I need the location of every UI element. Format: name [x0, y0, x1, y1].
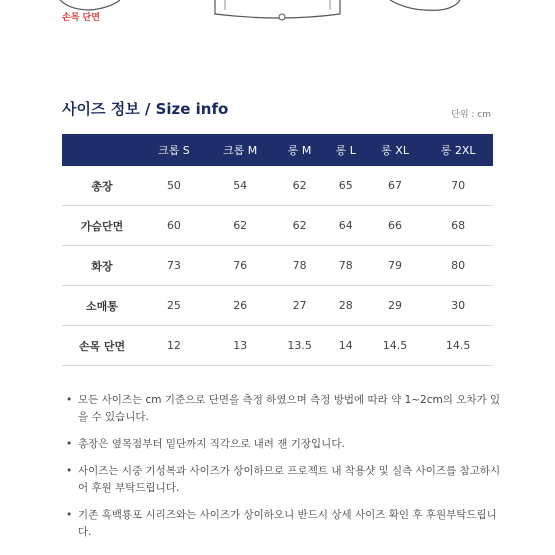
note-text: 기존 흑백룡포 시리즈와는 사이즈가 상이하오니 반드시 상세 사이즈 확인 후 후원부탁드립니다.: [78, 509, 497, 538]
bullet-icon: •: [66, 465, 73, 477]
table-cell: 76: [206, 246, 275, 286]
row-label: 총장: [62, 166, 142, 206]
table-cell: 14.5: [423, 326, 493, 366]
table-cell: 64: [325, 206, 367, 246]
note-text: 총장은 옆목점부터 밑단까지 직각으로 내려 잰 기장입니다.: [78, 438, 345, 450]
row-label: 화장: [62, 246, 142, 286]
header-corner: [62, 134, 142, 166]
size-info-title: 사이즈 정보 / Size info: [62, 100, 229, 118]
table-cell: 62: [275, 206, 325, 246]
column-header: 롱 2XL: [423, 134, 493, 166]
table-cell: 78: [275, 246, 325, 286]
bullet-icon: •: [66, 509, 73, 521]
unit-label: 단위 : cm: [451, 110, 491, 120]
table-row: [62, 326, 493, 366]
size-table: [62, 134, 493, 366]
table-cell: 65: [325, 166, 367, 206]
cuff-section-label: 손목 단면: [62, 13, 100, 23]
table-cell: 70: [423, 166, 493, 206]
table-cell: 14: [325, 326, 367, 366]
table-cell: 27: [275, 286, 325, 326]
table-cell: 66: [367, 206, 423, 246]
table-cell: 12: [142, 326, 206, 366]
table-cell: 29: [367, 286, 423, 326]
table-cell: 14.5: [367, 326, 423, 366]
table-cell: 78: [325, 246, 367, 286]
table-row: [62, 206, 493, 246]
table-cell: 30: [423, 286, 493, 326]
table-row: [62, 166, 493, 206]
table-header-row: [62, 134, 493, 166]
table-row: [62, 246, 493, 286]
table-cell: 25: [142, 286, 206, 326]
note-item: [62, 392, 502, 426]
table-cell: 67: [367, 166, 423, 206]
row-label: 소매통: [62, 286, 142, 326]
table-cell: 26: [206, 286, 275, 326]
row-label: 가슴단면: [62, 206, 142, 246]
table-cell: 79: [367, 246, 423, 286]
table-cell: 13.5: [275, 326, 325, 366]
table-row: [62, 286, 493, 326]
column-header: 롱 M: [275, 134, 325, 166]
table-cell: 60: [142, 206, 206, 246]
note-text: 모든 사이즈는 cm 기준으로 단면을 측정 하였으며 측정 방법에 따라 약 1~2cm의 오차가 있을 수 있습니다.: [78, 394, 501, 423]
table-cell: 13: [206, 326, 275, 366]
table-cell: 73: [142, 246, 206, 286]
bullet-icon: •: [66, 394, 73, 406]
column-header: 크롭 M: [206, 134, 275, 166]
note-text: 사이즈는 시중 기성복과 사이즈가 상이하므로 프로젝트 내 착용샷 및 실측 사이즈를 참고하시어 후원 부탁드립니다.: [78, 465, 501, 494]
table-cell: 50: [142, 166, 206, 206]
bullet-icon: •: [66, 438, 73, 450]
note-item: [62, 507, 502, 541]
table-cell: 62: [275, 166, 325, 206]
note-item: [62, 436, 502, 453]
table-cell: 62: [206, 206, 275, 246]
note-item: [62, 463, 502, 497]
column-header: 롱 L: [325, 134, 367, 166]
table-cell: 68: [423, 206, 493, 246]
table-cell: 80: [423, 246, 493, 286]
column-header: 크롭 S: [142, 134, 206, 166]
table-cell: 28: [325, 286, 367, 326]
row-label: 손목 단면: [62, 326, 142, 366]
column-header: 롱 XL: [367, 134, 423, 166]
table-cell: 54: [206, 166, 275, 206]
size-notes: [62, 392, 502, 551]
